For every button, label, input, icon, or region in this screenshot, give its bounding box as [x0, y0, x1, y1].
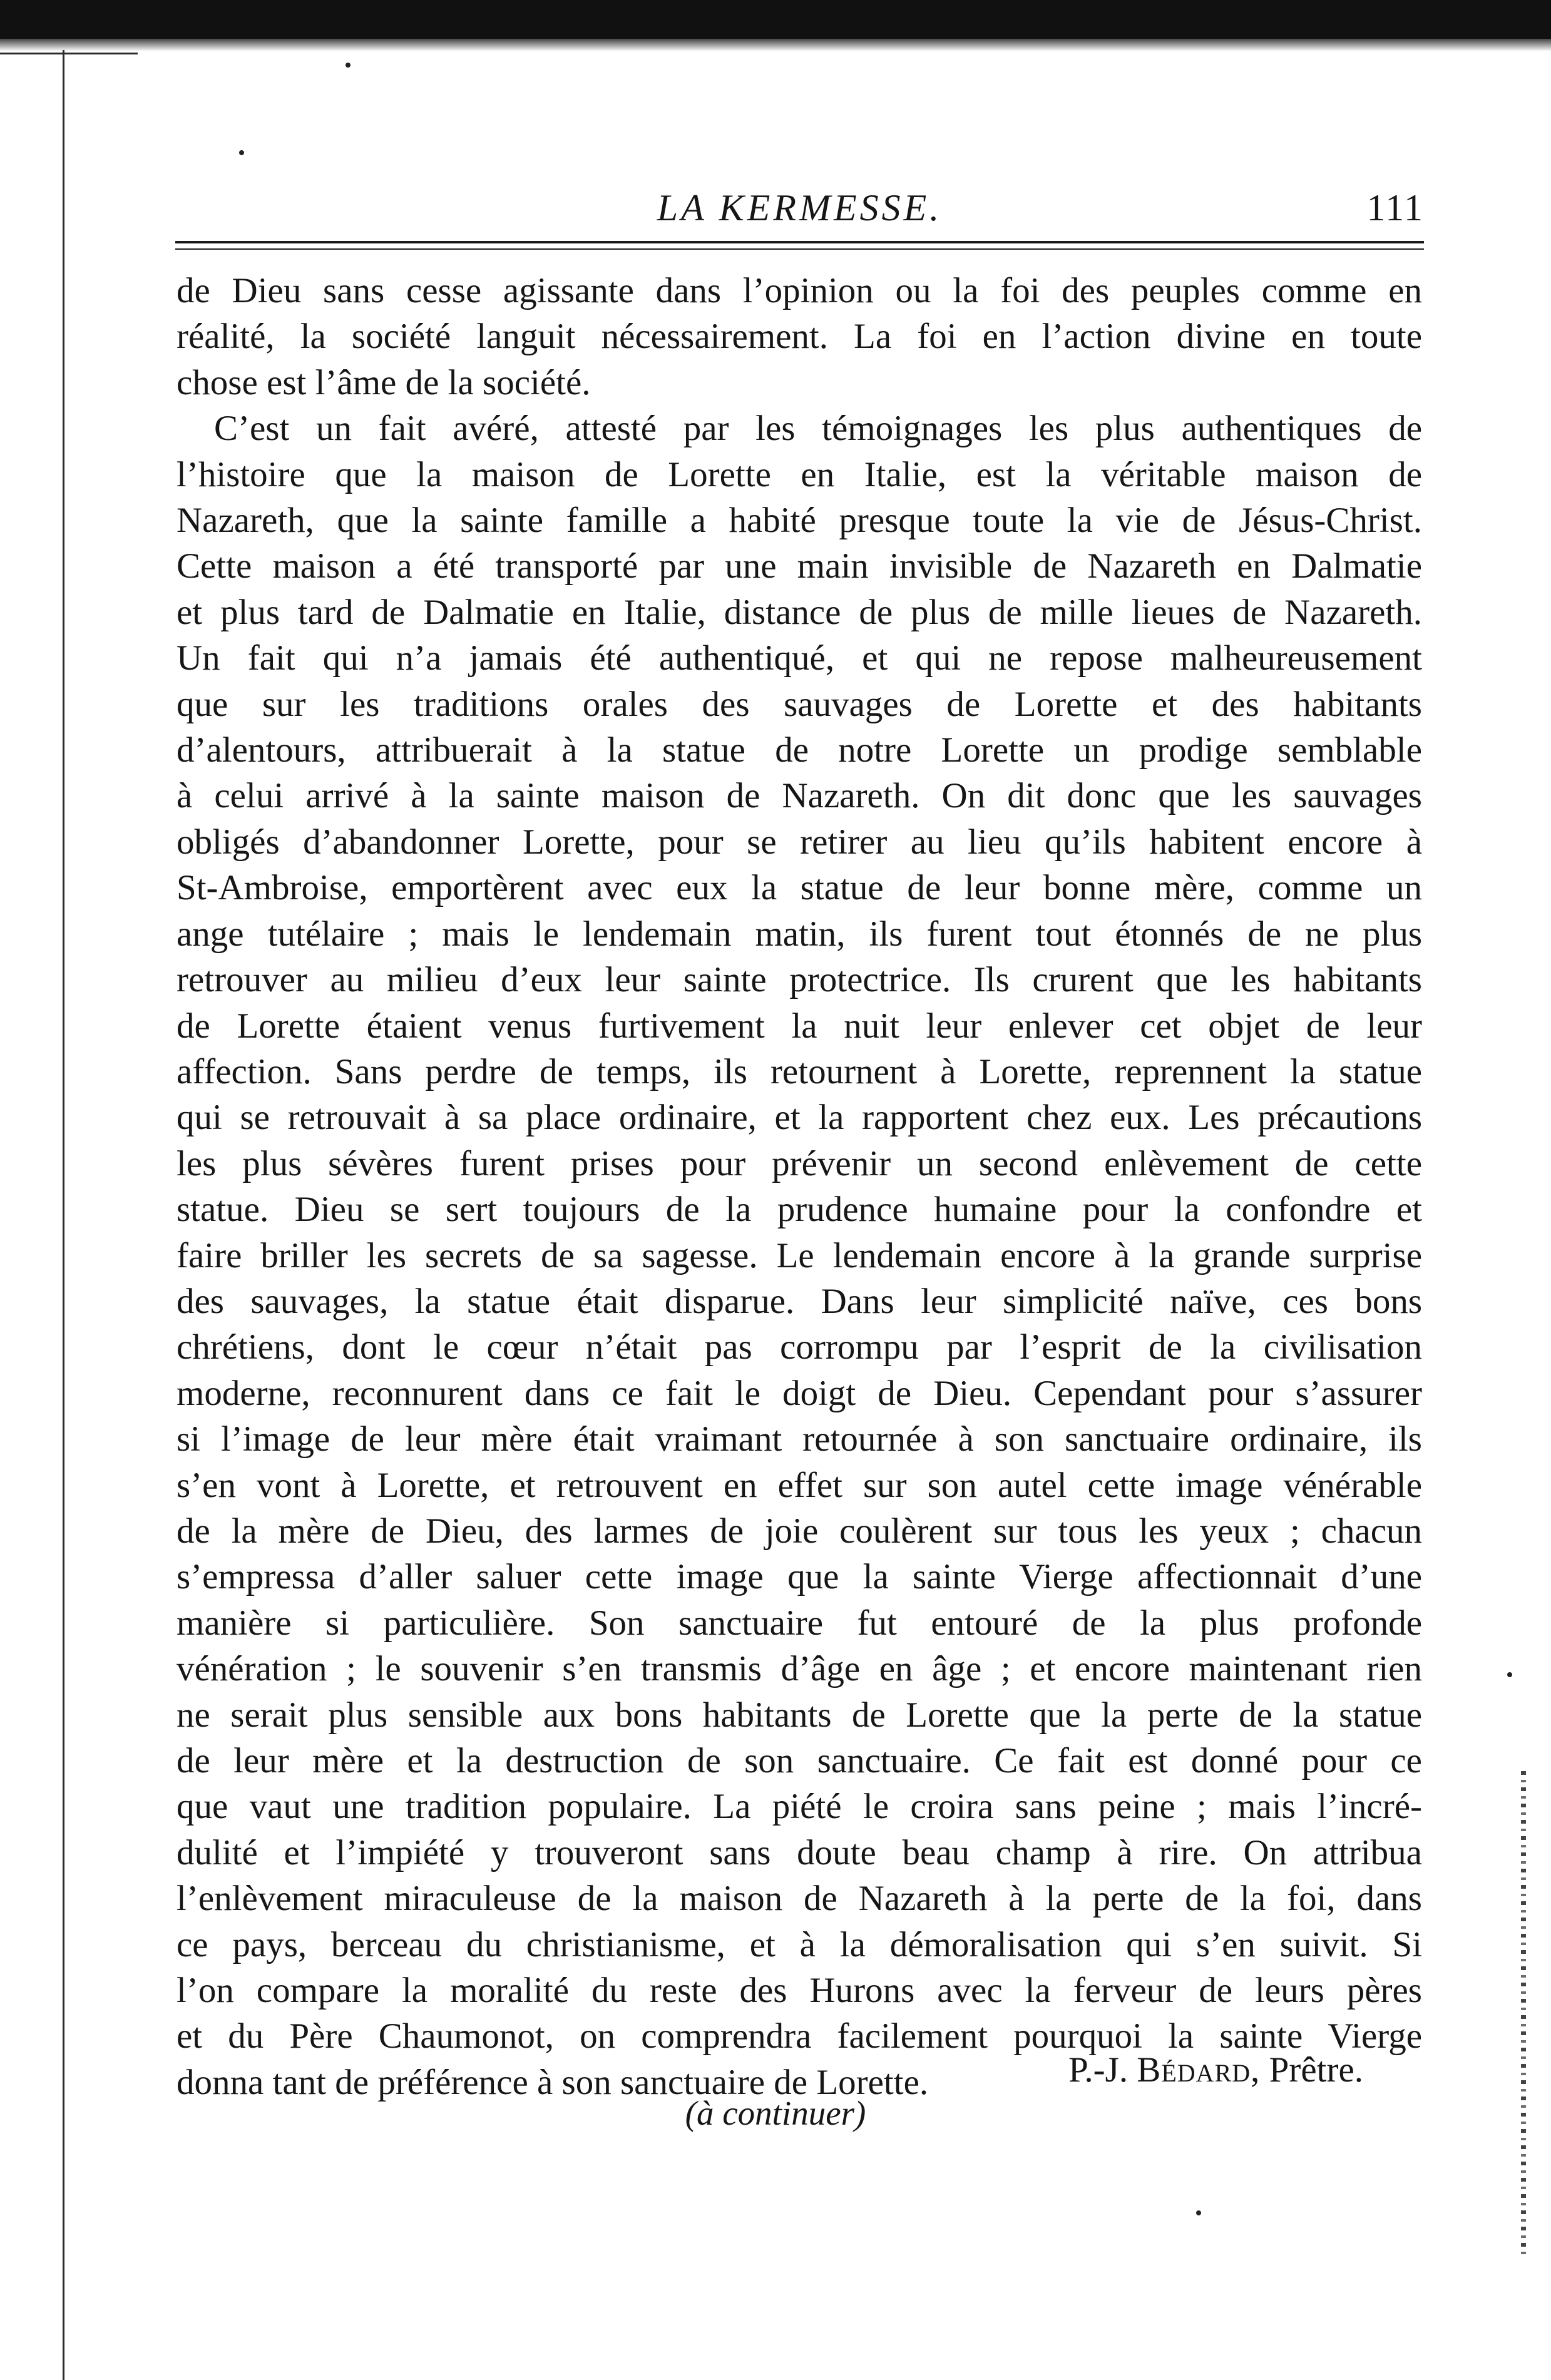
scan-speck — [1196, 2210, 1201, 2215]
text-line: ange tutélaire ; mais le lendemain matin, ils furent tout étonnés de ne plus — [177, 914, 1422, 954]
scan-speck — [239, 150, 244, 155]
text-line: l’on compare la moralité du reste des Hurons avec la ferveur de leurs pères — [177, 1971, 1422, 2011]
text-line: de la mère de Dieu, des larmes de joie coulèrent sur tous les yeux ; chacun — [177, 1511, 1422, 1551]
text-line: Un fait qui n’a jamais été authentiqué, et qui ne repose malheureusement — [177, 638, 1422, 678]
text-line: retrouver au milieu d’eux leur sainte protectrice. Ils crurent que les habitants — [177, 960, 1422, 1000]
running-head — [175, 181, 1424, 238]
text-line: manière si particulière. Son sanctuaire fut entouré de la plus profonde — [177, 1603, 1422, 1643]
article-body — [177, 268, 1422, 2105]
text-line: si l’image de leur mère était vraimant retournée à son sanctuaire ordinaire, ils — [177, 1419, 1422, 1459]
header-rule-bottom — [175, 248, 1424, 250]
text-line: les plus sévères furent prises pour prévenir un second enlèvement de cette — [177, 1143, 1422, 1183]
author-initials: P.-J. — [1068, 2050, 1129, 2090]
text-line: dulité et l’impiété y trouveront sans doute beau champ à rire. On attribua — [177, 1832, 1422, 1872]
text-line: de Lorette étaient venus furtivement la nuit leur enlever cet objet de leur — [177, 1006, 1422, 1046]
scan-speck — [346, 63, 351, 68]
text-line: affection. Sans perdre de temps, ils retournent à Lorette, reprennent la statue — [177, 1051, 1422, 1091]
text-line: moderne, reconnurent dans ce fait le doigt de Dieu. Cependant pour s’assurer — [177, 1373, 1422, 1413]
scan-border-top — [0, 0, 1551, 39]
author-name: Bédard, — [1137, 2050, 1261, 2090]
text-line: faire briller les secrets de sa sagesse. Le lendemain encore à la grande surprise — [177, 1235, 1422, 1275]
text-line: Cette maison a été transporté par une main invisible de Nazareth en Dalmatie — [177, 546, 1422, 586]
text-line: St-Ambroise, emportèrent avec eux la statue de leur bonne mère, comme un — [177, 868, 1422, 908]
text-line: chrétiens, dont le cœur n’était pas corrompu par l’esprit de la civilisation — [177, 1327, 1422, 1367]
text-line: qui se retrouvait à sa place ordinaire, et la rapportent chez eux. Les précautions — [177, 1098, 1422, 1138]
text-line: C’est un fait avéré, attesté par les témoignages les plus authentiques de — [214, 409, 1422, 449]
text-line: statue. Dieu se sert toujours de la prudence humaine pour la confondre et — [177, 1190, 1422, 1230]
scan-speck — [1507, 1672, 1512, 1677]
text-line: s’en vont à Lorette, et retrouvent en effet sur son autel cette image vénérable — [177, 1465, 1422, 1505]
text-line: des sauvages, la statue était disparue. Dans leur simplicité naïve, ces bons — [177, 1281, 1422, 1321]
text-line: obligés d’abandonner Lorette, pour se retirer au lieu qu’ils habitent encore à — [177, 822, 1422, 862]
scan-border-left — [63, 50, 64, 2380]
page-number: 111 — [1366, 187, 1424, 228]
text-line: s’empressa d’aller saluer cette image que la sainte Vierge affectionnait d’une — [177, 1557, 1422, 1597]
text-line: donna tant de préférence à son sanctuaire de Lorette. — [177, 2062, 929, 2102]
text-line: de Dieu sans cesse agissante dans l’opinion ou la foi des peuples comme en — [177, 271, 1422, 310]
text-line: réalité, la société languit nécessairement. La foi en l’action divine en toute — [177, 317, 1422, 357]
text-line: chose est l’âme de la société. — [177, 362, 591, 402]
text-line: vénération ; le souvenir s’en transmis d’âge en âge ; et encore maintenant rien — [177, 1649, 1422, 1689]
text-line: à celui arrivé à la sainte maison de Nazareth. On dit donc que les sauvages — [177, 776, 1422, 816]
text-line: Nazareth, que la sainte famille a habité presque toute la vie de Jésus-Christ. — [177, 501, 1422, 541]
text-line: l’enlèvement miraculeuse de la maison de Nazareth à la perte de la foi, dans — [177, 1879, 1422, 1919]
text-line: de leur mère et la destruction de son sanctuaire. Ce fait est donné pour ce — [177, 1741, 1422, 1780]
scan-noise-right — [1521, 1771, 1526, 2259]
continuation-note: (à continuer) — [685, 2094, 866, 2132]
text-line: ce pays, berceau du christianisme, et à la démoralisation qui s’en suivit. Si — [177, 1924, 1422, 1964]
header-rule-top — [175, 241, 1424, 243]
text-line: que sur les traditions orales des sauvages de Lorette et des habitants — [177, 684, 1422, 724]
author-signature — [1068, 2050, 1363, 2090]
scan-mark — [0, 53, 138, 54]
author-title: Prêtre. — [1269, 2050, 1363, 2090]
scan-border-shadow — [0, 39, 1551, 51]
text-line: et du Père Chaumonot, on comprendra facilement pourquoi la sainte Vierge — [177, 2016, 1422, 2056]
text-line: que vaut une tradition populaire. La piété le croira sans peine ; mais l’incré- — [177, 1787, 1422, 1827]
text-line: l’histoire que la maison de Lorette en Italie, est la véritable maison de — [177, 454, 1422, 494]
running-title: LA KERMESSE. — [657, 187, 943, 228]
text-line: d’alentours, attribuerait à la statue de notre Lorette un prodige semblable — [177, 730, 1422, 770]
text-line: ne serait plus sensible aux bons habitants de Lorette que la perte de la statue — [177, 1695, 1422, 1735]
text-line: et plus tard de Dalmatie en Italie, distance de plus de mille lieues de Nazareth. — [177, 592, 1422, 632]
